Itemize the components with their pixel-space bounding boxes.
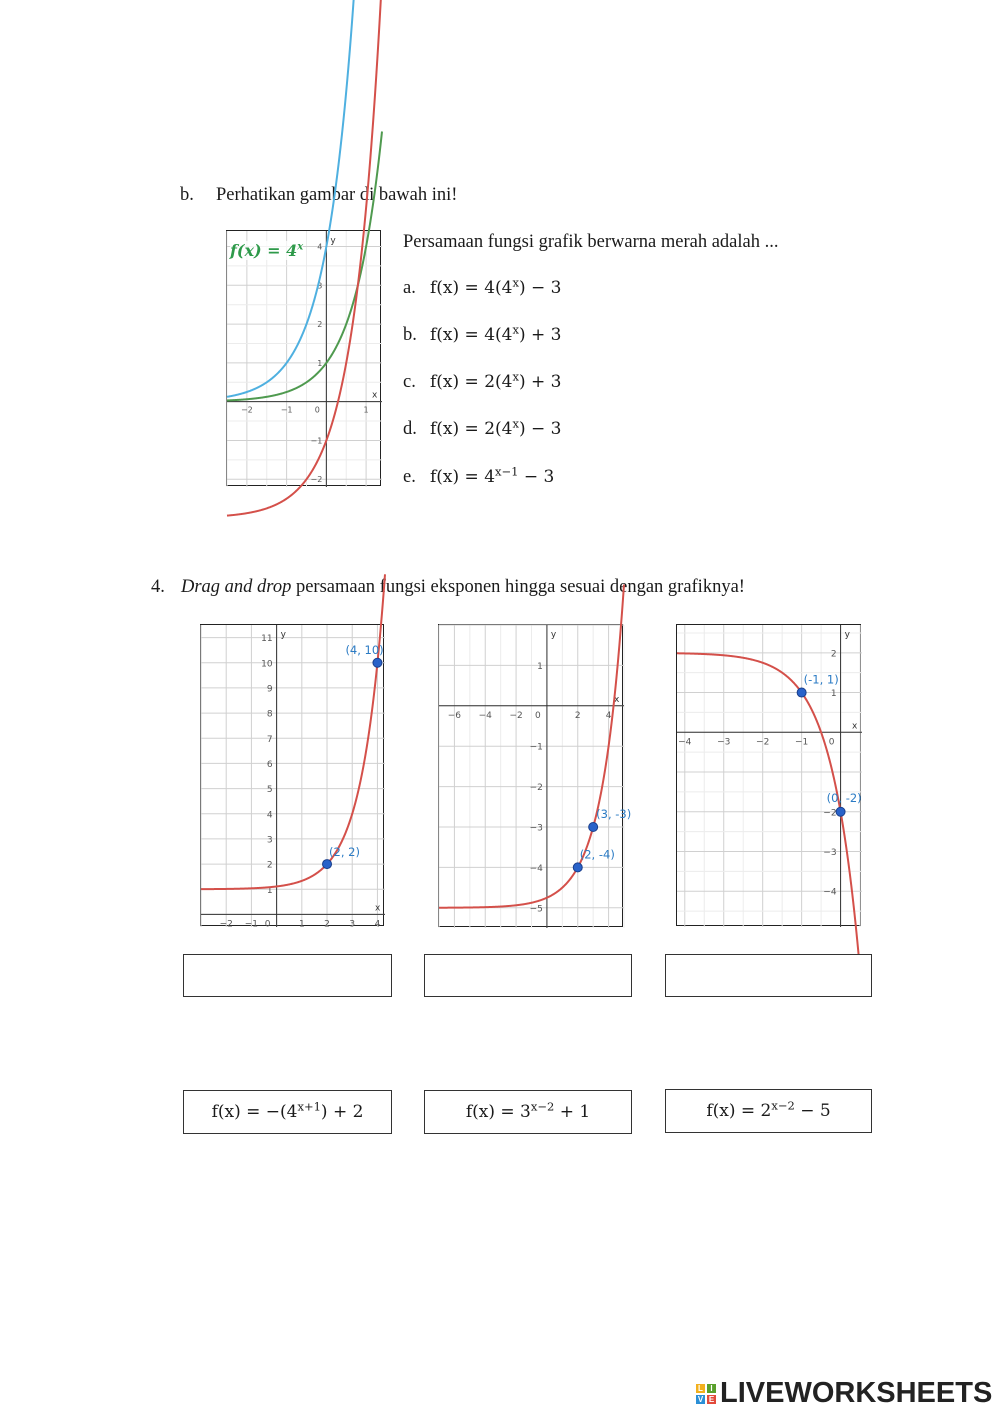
data-point: [373, 658, 382, 667]
point-label: (-1, 1): [803, 672, 839, 687]
x-tick-label: 0: [535, 710, 541, 721]
y-tick-label: −1: [310, 436, 323, 446]
question-4-number: 4.: [151, 577, 165, 597]
x-tick-label: −6: [447, 710, 462, 721]
point-label: (3, -3): [596, 807, 632, 821]
option-formula: $f(x) = 4(4^x) - 3$: [430, 275, 562, 298]
x-tick-label: −2: [756, 737, 770, 748]
drop-target-1[interactable]: [183, 954, 392, 997]
option-letter: d.: [403, 419, 417, 439]
data-point: [797, 688, 806, 697]
y-tick-label: 4: [317, 242, 323, 252]
y-tick-label: −3: [823, 848, 837, 858]
logo-letter-l: L: [696, 1384, 705, 1393]
option-1: [403, 275, 562, 299]
x-tick-label: −2: [240, 405, 253, 415]
y-tick-label: −3: [529, 823, 543, 834]
option-formula: $f(x) = 2(4^x) + 3$: [430, 369, 562, 392]
logo-letter-v: V: [697, 1394, 704, 1404]
x-tick-label: 2: [574, 710, 581, 721]
point-label: (4, 10): [345, 642, 384, 657]
x-tick-label: −3: [717, 737, 731, 748]
graph-1: [200, 624, 384, 930]
y-tick-label: 3: [266, 835, 273, 846]
x-tick-label: 1: [298, 919, 305, 930]
y-axis-label: y: [844, 630, 850, 640]
x-axis-label: x: [375, 903, 381, 914]
graph-3: [676, 624, 861, 926]
liveworksheets-icon: [696, 1384, 716, 1404]
option-formula: $f(x) = 4^{x-1} - 3$: [430, 464, 555, 487]
curve-red: [201, 574, 385, 889]
data-point: [836, 807, 845, 816]
x-tick-label: −1: [794, 737, 809, 748]
y-tick-label: 10: [261, 659, 273, 670]
y-axis-label: y: [330, 236, 336, 246]
x-axis-label: x: [372, 390, 378, 401]
data-point: [589, 823, 598, 832]
question-b-instruction: Perhatikan gambar di bawah ini!: [216, 185, 458, 205]
drop-target-3[interactable]: [665, 954, 872, 997]
x-tick-label: 0: [314, 405, 320, 415]
y-tick-label: 2: [830, 649, 837, 660]
x-tick-label: 4: [374, 919, 381, 930]
y-tick-label: −1: [529, 742, 543, 753]
y-tick-label: −4: [823, 887, 837, 898]
y-tick-label: 2: [266, 860, 273, 871]
y-tick-label: 8: [266, 709, 273, 720]
y-axis-label: y: [280, 630, 286, 640]
question-b-label: b.: [180, 185, 194, 205]
y-tick-label: 9: [266, 684, 273, 695]
y-tick-label: −2: [310, 475, 323, 485]
x-tick-label: −1: [280, 405, 293, 415]
liveworksheets-name: LIVEWORKSHEETS: [720, 1377, 993, 1409]
point-label: (2, 2): [329, 845, 360, 860]
question-4-instruction-italic: Drag and drop: [181, 577, 292, 597]
question-4-instruction-rest: persamaan fungsi eksponen hingga sesuai dengan grafiknya!: [291, 577, 745, 597]
card-3-formula: $f(x) = 2^{x-2} - 5$: [706, 1098, 831, 1121]
liveworksheets-logo: [696, 1377, 992, 1410]
y-tick-label: 5: [266, 785, 273, 796]
option-5: [403, 464, 555, 488]
x-tick-label: −2: [219, 919, 233, 930]
option-letter: c.: [403, 372, 416, 392]
grid: [201, 625, 385, 930]
y-tick-label: 3: [317, 281, 323, 291]
option-2: [403, 322, 562, 346]
logo-letter-i: I: [707, 1384, 716, 1393]
option-4: [403, 416, 562, 440]
question-4-instruction: [181, 577, 745, 598]
y-tick-label: 1: [266, 885, 273, 896]
graph-1-plot: [201, 625, 385, 930]
y-tick-label: 11: [261, 634, 273, 645]
y-tick-label: 6: [266, 759, 273, 770]
graph-2-plot: [439, 625, 632, 928]
option-3: [403, 369, 562, 393]
y-axis-label: y: [550, 630, 557, 640]
card-2-formula: $f(x) = 3^{x-2} + 1$: [465, 1099, 591, 1122]
option-letter: a.: [403, 278, 416, 298]
x-tick-label: 0: [828, 737, 835, 748]
data-point: [573, 863, 582, 872]
y-tick-label: −5: [529, 904, 543, 915]
x-tick-label: −4: [478, 710, 492, 721]
y-tick-label: 1: [537, 661, 543, 672]
card-1-formula: $f(x) = -(4^{x+1}) + 2$: [211, 1099, 364, 1122]
x-tick-label: −1: [244, 919, 259, 930]
y-tick-label: −4: [529, 863, 543, 874]
y-tick-label: −2: [823, 808, 837, 819]
option-letter: b.: [403, 325, 417, 345]
graph-b: [226, 230, 381, 486]
point-label: (0, -2): [826, 790, 862, 805]
draggable-card-2[interactable]: [424, 1090, 632, 1134]
data-point: [323, 860, 332, 869]
drop-target-2[interactable]: [424, 954, 632, 997]
draggable-card-1[interactable]: [183, 1090, 392, 1134]
x-tick-label: 2: [324, 919, 330, 930]
question-b-prompt: Persamaan fungsi grafik berwarna merah adalah ...: [403, 232, 779, 252]
x-axis-label: x: [614, 694, 620, 705]
graph-2: [438, 624, 632, 927]
y-tick-label: 4: [266, 810, 273, 821]
x-axis-label: x: [852, 721, 858, 732]
logo-letter-e: E: [708, 1394, 715, 1404]
point-label: (2, -4): [579, 847, 615, 862]
option-formula: $f(x) = 4(4^x) + 3$: [430, 322, 562, 345]
x-tick-label: −2: [509, 710, 523, 721]
x-tick-label: −4: [678, 737, 692, 748]
x-tick-label: 1: [363, 405, 369, 415]
x-tick-label: 0: [264, 919, 271, 930]
y-tick-label: 1: [317, 358, 323, 368]
graph-3-plot: [677, 625, 862, 927]
graph-b-title: $f(x) = 4^x$: [230, 241, 304, 260]
draggable-card-3[interactable]: [665, 1089, 872, 1133]
y-tick-label: −2: [529, 783, 543, 794]
graph-b-plot: [227, 231, 382, 487]
y-tick-label: 7: [266, 734, 273, 745]
option-letter: e.: [403, 467, 416, 487]
x-tick-label: 4: [605, 710, 612, 721]
option-formula: $f(x) = 2(4^x) - 3$: [430, 416, 562, 439]
y-tick-label: 1: [830, 689, 837, 700]
x-tick-label: 3: [349, 919, 356, 930]
grid: [439, 625, 624, 928]
y-tick-label: 2: [317, 320, 323, 330]
